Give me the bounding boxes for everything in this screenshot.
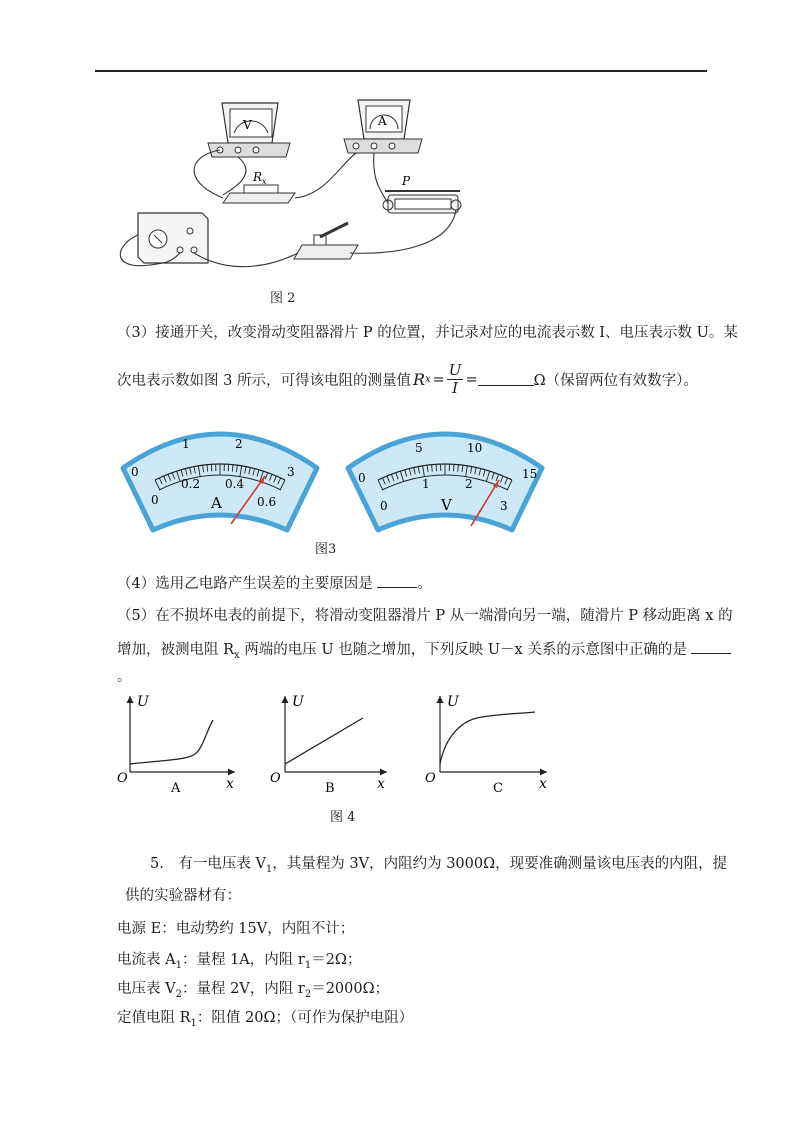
- voltmeter-label: V: [243, 118, 252, 132]
- q4-text: （4）选用乙电路产生误差的主要原因是 。: [117, 576, 432, 592]
- graph-a-label: A: [171, 781, 181, 796]
- rx-label: R: [253, 170, 263, 184]
- curve-c: [440, 712, 535, 764]
- vol-top-3: 15: [522, 467, 538, 481]
- fig3-caption: 图3: [315, 542, 337, 557]
- q3-line1: （3）接通开关，改变滑动变阻器滑片 P 的位置，并记录对应的电流表示数 I、电压表示数 U。某: [117, 325, 738, 341]
- graph-b: [270, 694, 387, 796]
- fig4-graphs: [115, 688, 560, 800]
- u-over-i-fraction: $\frac{U}{I}$: [448, 361, 462, 397]
- svg-text:O: O: [117, 771, 128, 786]
- q5-line3: 。: [117, 669, 132, 685]
- ammeter-label: A: [378, 114, 387, 128]
- fig2-caption: 图 2: [270, 291, 296, 306]
- slider-rheostat: [383, 174, 461, 213]
- voltmeter-device: [208, 103, 290, 157]
- svg-text:x: x: [262, 177, 267, 186]
- amm-bot-2: 0.4: [225, 477, 245, 491]
- vol-top-1: 5: [415, 441, 423, 455]
- header-rule: [95, 70, 707, 72]
- amm-top-2: 2: [235, 437, 243, 451]
- vol-top-0: 0: [358, 471, 366, 485]
- p5-item-2: 电流表 $A_1$：量程 1A，内阻 $r_1=2\Omega$；: [117, 952, 362, 971]
- fig4-caption: 图 4: [330, 810, 356, 825]
- ammeter-device: [344, 100, 422, 153]
- p5-intro1: 5. 有一电压表 $V_1$，其量程为 3V，内阻约为 3000Ω，现要准确测量该电压表的内阻，提: [150, 856, 728, 875]
- slider-label: P: [402, 174, 411, 188]
- svg-text:U: U: [447, 694, 459, 710]
- q5-line2: 增加，被测电阻 $R_x$ 两端的电压 U 也随之增加，下列反映 U－x 关系的示意图中正确的是: [117, 638, 731, 661]
- p5-intro2: 供的实验器材有：: [125, 888, 241, 904]
- amm-top-3: 3: [287, 465, 295, 479]
- vol-bot-3: 3: [500, 499, 508, 513]
- graph-b-label: B: [325, 781, 335, 796]
- amm-top-0: 0: [131, 465, 139, 479]
- vol-bot-1: 1: [422, 477, 430, 491]
- rx-symbol: R: [412, 370, 425, 389]
- amm-bot-1: 0.2: [181, 477, 201, 491]
- graph-c: [425, 694, 547, 796]
- switch: [294, 223, 358, 259]
- amm-top-1: 1: [182, 437, 190, 451]
- answer-blank-graph[interactable]: [691, 641, 731, 654]
- answer-blank-error[interactable]: [377, 575, 417, 588]
- q3-line2: 次电表示数如图 3 所示，可得该电阻的测量值 R x = $\frac{U}{I}$ = Ω（保留两位有效数字）。: [117, 361, 698, 397]
- vol-top-2: 10: [467, 441, 483, 455]
- p5-item-1: 电源 E：电动势约 15V，内阻不计；: [117, 921, 355, 937]
- fig2-circuit-drawing: [110, 95, 480, 285]
- vol-bot-2: 2: [465, 477, 473, 491]
- svg-text:U: U: [137, 694, 149, 710]
- svg-text:O: O: [270, 771, 281, 786]
- svg-text:U: U: [292, 694, 304, 710]
- amm-letter: A: [211, 494, 222, 512]
- curve-b: [285, 718, 363, 764]
- ammeter-dial: [123, 434, 317, 530]
- voltmeter-dial: [348, 434, 542, 530]
- resistor-rx: [223, 170, 295, 203]
- q5-line1: （5）在不损坏电表的前提下，将滑动变阻器滑片 P 从一端滑向另一端，随滑片 P 移动距离 x 的: [117, 608, 733, 624]
- fig3-meters: [115, 418, 550, 536]
- svg-text:x: x: [226, 776, 234, 792]
- p5-item-4: 定值电阻 $R_1$：阻值 20Ω；（可作为保护电阻）: [117, 1010, 414, 1029]
- graph-a: [117, 694, 235, 796]
- p5-item-3: 电压表 $V_2$：量程 2V，内阻 $r_2=2000\Omega$；: [117, 981, 390, 1000]
- vol-bot-0: 0: [380, 499, 388, 513]
- amm-bot-0: 0: [151, 493, 159, 507]
- answer-blank-resistance[interactable]: [478, 373, 534, 386]
- amm-bot-3: 0.6: [257, 495, 277, 509]
- svg-text:x: x: [377, 776, 385, 792]
- graph-c-label: C: [493, 781, 503, 796]
- curve-a: [130, 720, 213, 764]
- svg-text:x: x: [539, 776, 547, 792]
- svg-text:O: O: [425, 771, 436, 786]
- vol-letter: V: [441, 496, 452, 514]
